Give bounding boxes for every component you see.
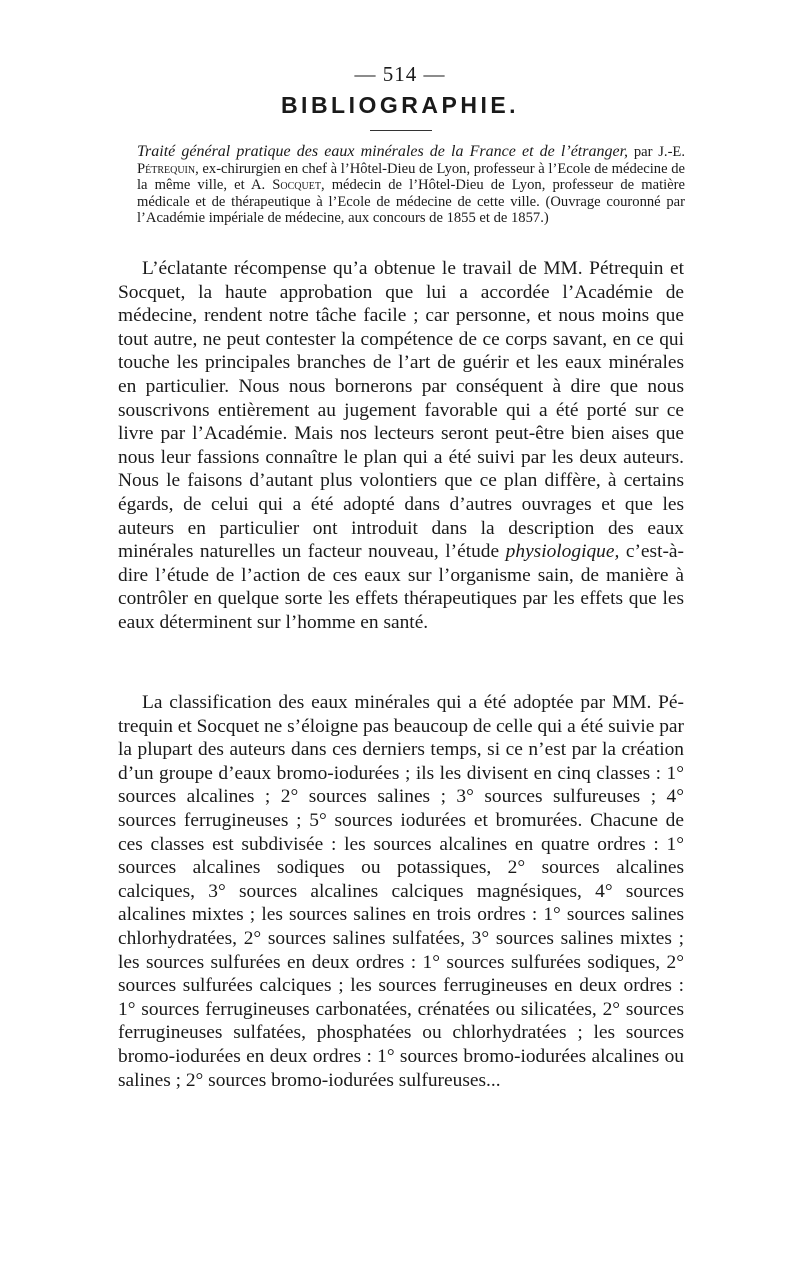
citation-author-2: Socquet	[272, 177, 321, 194]
section-heading: BIBLIOGRAPHIE.	[280, 92, 520, 118]
citation-by: par J.-E.	[628, 144, 685, 160]
review-paragraph-1	[118, 257, 684, 635]
paragraph-1-text-a: L’éclatante récompense qu’a obtenue le travail de MM. Pétrequin et Socquet, la haute approbation que lui a accordée l’Académie de médecine, rendent notre tâche facile ; car personne, et nous moins que tout autre, ne peut contester la compétence de ce corps savant, en ce qui touche les principales branches de l’art de guérir et les eaux minérales en particulier. Nous nous bornerons par conséquent à dire que nous souscrivons entièrement au jugement favorable qui a été porté sur ce livre par l’Académie. Mais nos lecteurs seront peut-être bien aises que nous leur fassions connaître le plan qui a été suivi par les deux auteurs. Nous le faisons d’autant plus volontiers que ce plan diffère, à certains égards, de celui qui a été adopté dans d’autres ouvrages et que les auteurs en particulier ont introduit dans la description des eaux minérales naturelles un facteur nouveau, l’étude	[118, 258, 684, 563]
bibliographic-citation	[137, 144, 685, 227]
paragraph-2-text: La classification des eaux minérales qui a été adoptée par MM. Pétrequin et Socquet ne s’éloigne pas beaucoup de celle qui a été suivie par la plupart des auteurs dans ces derniers temps, si ce n’est par la création d’un groupe d’eaux bromo-iodurées ; ils les divisent en cinq classes : 1° sources alcalines ; 2° sources salines ; 3° sources sulfureuses ; 4° sources ferrugineuses ; 5° sources iodurées et bromurées. Chacune de ces classes est subdivisée : les sources alcalines en quatre ordres : 1° sources alcalines sodiques ou potassiques, 2° sources alcalines calciques, 3° sources alcalines calciques magnésiques, 4° sources alcalines mixtes ; les sources salines en trois ordres : 1° sources salines chlorhydratées, 2° sources salines sulfatées, 3° sources salines mixtes ; les sources sulfurées en deux ordres : 1° sources sulfurées sodiques, 2° sources sulfurées calciques ; les sources ferrugineuses en deux ordres : 1° sources ferrugineuses carbonatées, crénatées ou silicatées, 2° sources ferrugineuses sulfatées, phosphatées ou chlorhydratées ; les sources bromo-iodurées en deux ordres : 1° sources bromo-iodurées alcalines ou salines ; 2° sources bromo-iodurées sulfureuses...	[118, 692, 684, 1091]
paragraph-1-text-b: c’est-à-dire l’étude de l’action de ces eaux sur l’organisme sain, de manière à contrôler en quelque sorte les effets thérapeutiques par les effets que les eaux déterminent sur l’homme en santé.	[118, 541, 684, 633]
review-paragraph-2	[118, 691, 684, 1092]
divider-rule	[370, 130, 432, 131]
page-number: — 514 —	[354, 62, 446, 86]
paragraph-1-emphasis: physiologique,	[505, 541, 620, 563]
cited-book-title: Traité général pratique des eaux minérales de la France et de l’étranger,	[137, 143, 629, 160]
citation-author-2-desc: , médecin de l’Hôtel-Dieu de Lyon, professeur de matière médicale et de thérapeutique à l’Ecole de médecine de cette ville. (Ouvrage couronné par l’Académie impériale de médecine, aux concours de 1855 et de 1857.)	[137, 177, 685, 227]
citation-author-1: Pétrequin	[137, 160, 196, 177]
citation-author-1-desc: , ex-chirurgien en chef à l’Hôtel-Dieu de Lyon, professeur à l’Ecole de médecine de la même ville, et A.	[137, 160, 685, 194]
